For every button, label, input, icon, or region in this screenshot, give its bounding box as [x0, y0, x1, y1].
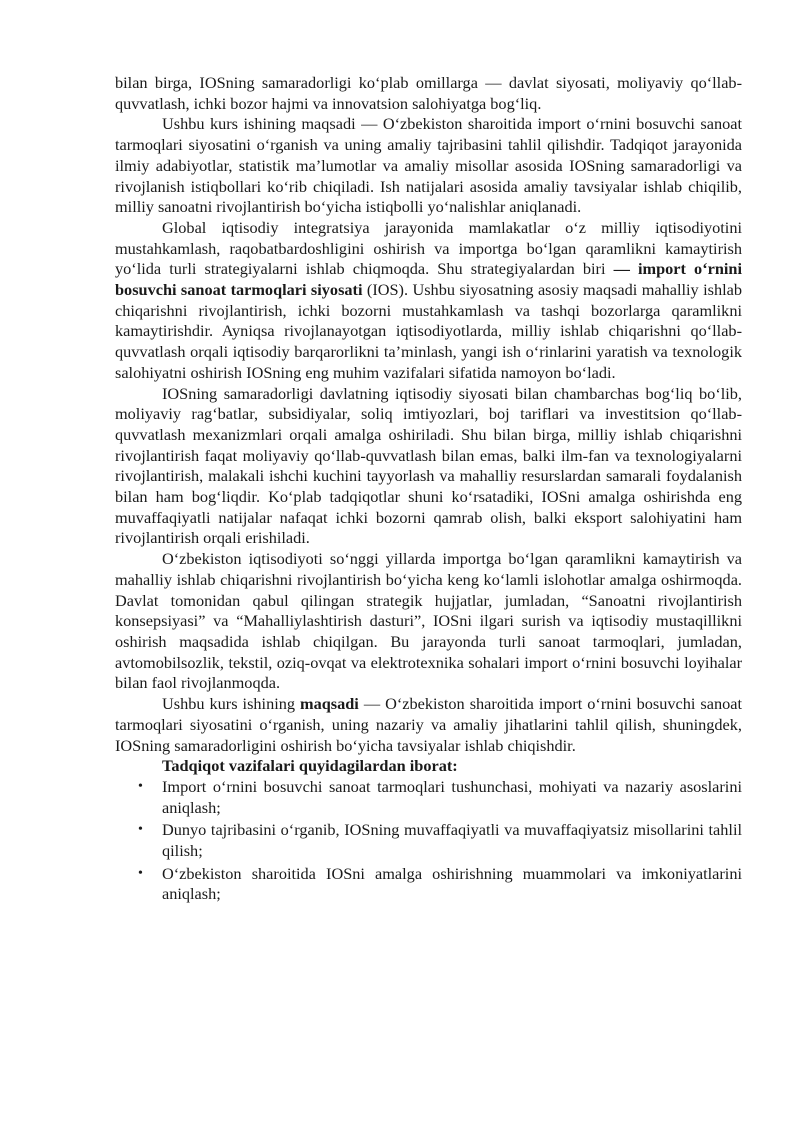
- bullet-icon: •: [138, 778, 143, 794]
- text-run: Oʻzbekiston iqtisodiyoti soʻnggi yillarda importga boʻlgan qaramlikni kamaytirish va mahalliy ishlab chiqarishni rivojlantirish boʻyicha keng koʻlamli islohotlar amalga oshirmoqda. Davlat tomonidan qabul qilingan strategik hujjatlar, jumladan, “Sanoatni rivojlantirish konsepsiyasi” va “Mahalliylashtirish dasturi”, IOSni ilgari surish va iqtisodiy mustaqillikni oshirish maqsadida ishlab chiqilgan. Bu jarayonda turli sanoat tarmoqlari, jumladan, avtomobilsozlik, tekstil, oziq-ovqat va elektrotexnika sohalari import oʻrnini bosuvchi loyihalar bilan faol rivojlanmoqda.: [115, 549, 742, 693]
- bold-text-run: — import oʻrnini bosuvchi sanoat tarmoqlari siyosati: [115, 259, 742, 300]
- bullet-icon: •: [138, 822, 143, 838]
- body-text: [115, 73, 742, 756]
- paragraph-p5: [115, 549, 742, 694]
- paragraph-p2: [115, 114, 742, 218]
- list-item: [115, 777, 742, 818]
- text-run: IOSning samaradorligi davlatning iqtisodiy siyosati bilan chambarchas bogʻliq boʻlib, moliyaviy ragʻbatlar, subsidiyalar, soliq imtiyozlari, boj tariflari va investitsion qoʻllab-quvvatlash mexanizmlari orqali amalga oshiriladi. Shu bilan birga, milliy ishlab chiqarishni rivojlantirish faqat moliyaviy qoʻllab-quvvatlash bilan emas, balki ilm-fan va texnologiyalarni rivojlantirish, malakali ishchi kuchini tayyorlash va mahalliy resurslardan samarali foydalanish bilan ham bogʻliqdir. Koʻplab tadqiqotlar shuni koʻrsatadiki, IOSni amalga oshirishda eng muvaffaqiyatli natijalar nafaqat ichki bozorni qamrab olish, balki eksport salohiyatini ham rivojlantirish orqali erishiladi.: [115, 383, 742, 548]
- text-run: Global iqtisodiy integratsiya jarayonida mamlakatlar oʻz milliy iqtisodiyotini mustahkamlash, raqobatbardoshligini oshirish va importga boʻlgan qaramlikni kamaytirish yoʻlida turli strategiyalarni ishlab chiqmoqda. Shu strategiyalardan biri: [115, 217, 742, 279]
- list-item-text: Oʻzbekiston sharoitida IOSni amalga oshirishning muammolari va imkoniyatlarini aniqlash;: [162, 863, 742, 904]
- paragraph-p4: [115, 384, 742, 550]
- paragraph-p1: [115, 73, 742, 114]
- tasks-heading: Tadqiqot vazifalari quyidagilardan iborat:: [162, 756, 458, 776]
- list-item: [115, 864, 742, 905]
- tasks-list: [115, 777, 742, 905]
- paragraph-p3: [115, 218, 742, 384]
- list-item: [115, 820, 742, 861]
- text-run: bilan birga, IOSning samaradorligi koʻplab omillarga — davlat siyosati, moliyaviy qoʻllab-quvvatlash, ichki bozor hajmi va innovatsion salohiyatga bogʻliq.: [115, 73, 742, 113]
- bullet-icon: •: [138, 865, 143, 881]
- text-run: Ushbu kurs ishining maqsadi — Oʻzbekiston sharoitida import oʻrnini bosuvchi sanoat tarmoqlari siyosatini oʻrganish va uning amaliy tajribasini tahlil qilishdir. Tadqiqot jarayonida ilmiy adabiyotlar, statistik maʼlumotlar va amaliy misollar asosida IOSning samaradorligi va rivojlanish istiqbollari koʻrib chiqiladi. Ish natijalari asosida amaliy tavsiyalar ishlab chiqilib, milliy sanoatni rivojlantirish boʻyicha istiqbolli yoʻnalishlar aniqlanadi.: [115, 114, 742, 217]
- text-run: — Oʻzbekiston sharoitida import oʻrnini bosuvchi sanoat tarmoqlari siyosatini oʻrganish, uning nazariy va amaliy jihatlarini tahlil qilish, shuningdek, IOSning samaradorligini oshirish boʻyicha tavsiyalar ishlab chiqishdir.: [115, 694, 742, 755]
- paragraph-p6: [115, 694, 742, 756]
- text-run: (IOS). Ushbu siyosatning asosiy maqsadi mahalliy ishlab chiqarishni rivojlantirish, ichki bozorni mustahkamlash va tashqi bozorlarga qaramlikni kamaytirishdir. Ayniqsa rivojlanayotgan iqtisodiyotlarda, milliy ishlab chiqarishni qoʻllab-quvvatlash orqali iqtisodiy barqarorlikni taʼminlash, yangi ish oʻrinlarini yaratish va texnologik salohiyatni oshirish IOSning eng muhim vazifalari sifatida namoyon boʻladi.: [115, 280, 742, 382]
- bold-text-run: maqsadi: [300, 694, 359, 714]
- list-item-text: Import oʻrnini bosuvchi sanoat tarmoqlari tushunchasi, mohiyati va nazariy asoslarini aniqlash;: [162, 776, 742, 817]
- text-run: Ushbu kurs ishining: [162, 694, 301, 714]
- list-item-text: Dunyo tajribasini oʻrganib, IOSning muvaffaqiyatli va muvaffaqiyatsiz misollarini tahlil qilish;: [162, 820, 742, 861]
- document-page: [115, 73, 742, 907]
